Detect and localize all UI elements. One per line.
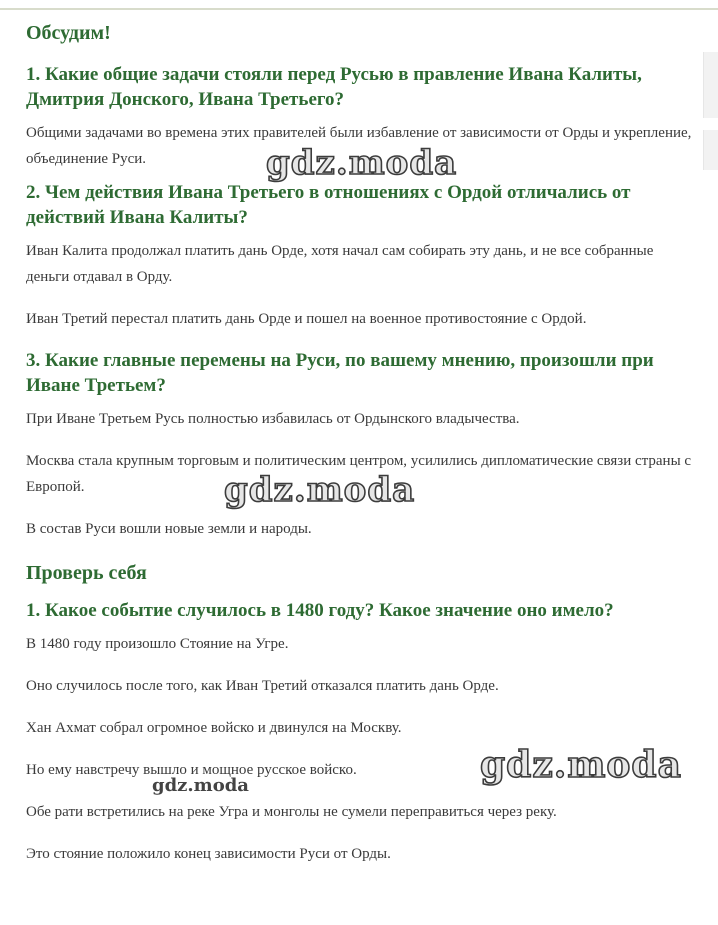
question-1: 1. Какие общие задачи стояли перед Русью в правление Ивана Калиты, Дмитрия Донского, Ивана Третьего? [26,64,642,110]
side-tab-upper[interactable] [703,52,718,118]
watermark-logo-small: gdz.moda [152,775,249,796]
side-tab-lower[interactable] [703,130,718,170]
watermark-logo: gdz.moda [266,143,458,183]
question-2: 2. Чем действия Ивана Третьего в отношениях с Ордой отличались от действий Ивана Калиты? [26,182,631,228]
answer-1480-p6: Это стояние положило конец зависимости Руси от Орды. [26,846,391,862]
top-divider [0,8,718,10]
watermark-logo: gdz.moda [224,470,416,510]
question-1480: 1. Какое событие случилось в 1480 году? Какое значение оно имело? [26,600,614,621]
question-3: 3. Какие главные перемены на Руси, по вашему мнению, произошли при Иване Третьем? [26,350,654,396]
answer-1480-p2: Оно случилось после того, как Иван Третий отказался платить дань Орде. [26,678,499,694]
answer-1-p1: Общими задачами во времена этих правителей были избавление от зависимости от Орды и укрепление, объединение Руси. [26,125,692,167]
section-title-check: Проверь себя [26,562,147,584]
answer-1480-p4: Но ему навстречу вышло и мощное русское войско. [26,762,357,778]
answer-2-p2: Иван Третий перестал платить дань Орде и пошел на военное противостояние с Ордой. [26,311,587,327]
answer-2-p1: Иван Калита продолжал платить дань Орде, хотя начал сам собирать эту дань, и не все собранные деньги отдавал в Орду. [26,243,654,285]
answer-1480-p5: Обе рати встретились на реке Угра и монголы не сумели переправиться через реку. [26,804,557,820]
answer-3-p1: При Иване Третьем Русь полностью избавилась от Ордынского владычества. [26,411,520,427]
answer-1480-p1: В 1480 году произошло Стояние на Угре. [26,636,289,652]
answer-1480-p3: Хан Ахмат собрал огромное войско и двинулся на Москву. [26,720,402,736]
watermark-logo: gdz.moda [480,744,682,786]
section-title-discuss: Обсудим! [26,22,111,44]
answer-3-p2: Москва стала крупным торговым и политическим центром, усилились дипломатические связи страны с Европой. [26,453,692,495]
answer-3-p3: В состав Руси вошли новые земли и народы. [26,521,312,537]
